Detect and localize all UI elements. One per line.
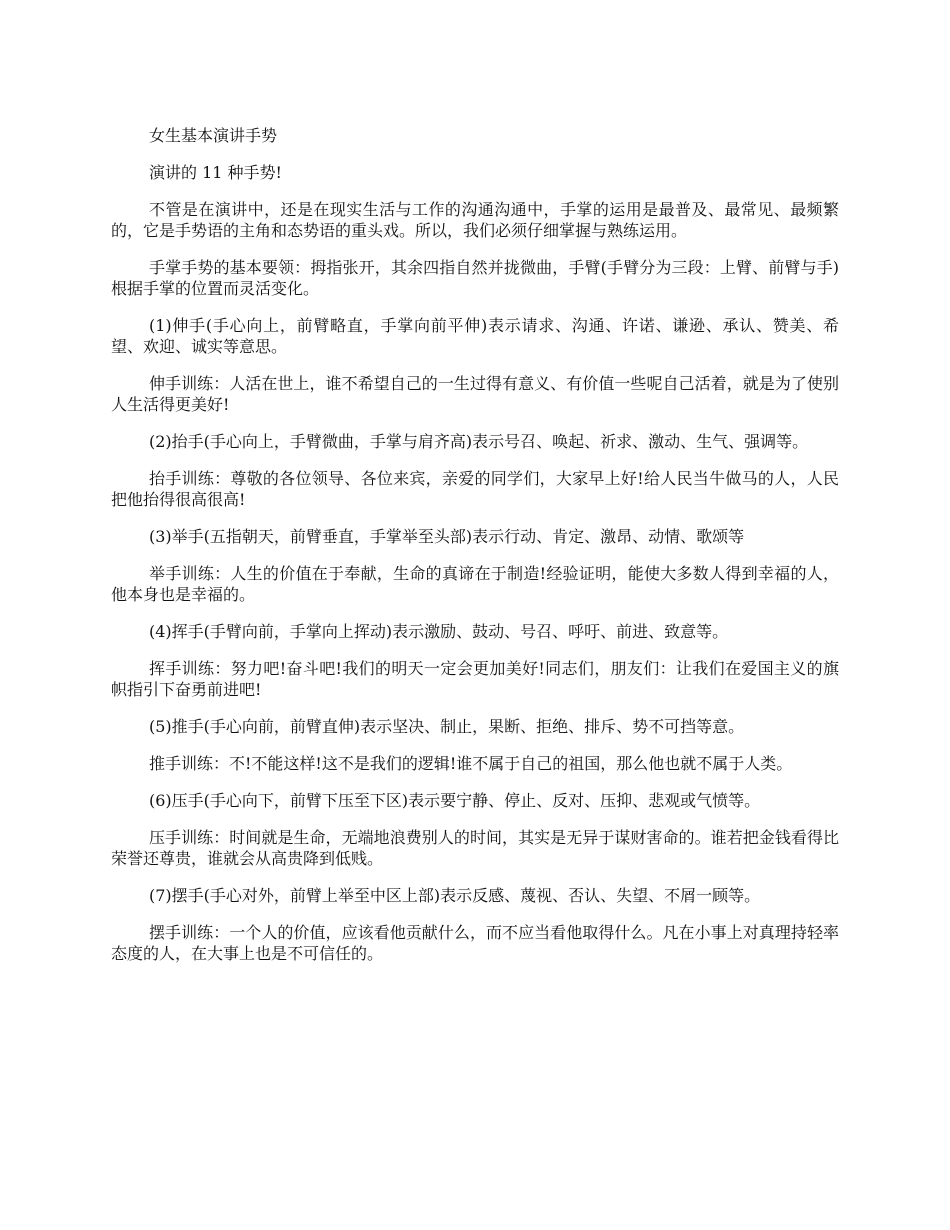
document-body [111, 125, 839, 980]
paragraph: 演讲的 11 种手势! [149, 163, 282, 182]
document-title: 女生基本演讲手势 [149, 126, 278, 145]
paragraph: 挥手训练：努力吧!奋斗吧!我们的明天一定会更加美好!同志们，朋友们：让我们在爱国主义的旗帜指引下奋勇前进吧! [111, 659, 839, 699]
paragraph: 摆手训练：一个人的价值，应该看他贡献什么，而不应当看他取得什么。凡在小事上对真理持轻率态度的人，在大事上也是不可信任的。 [111, 923, 839, 963]
paragraph: 不管是在演讲中，还是在现实生活与工作的沟通沟通中，手掌的运用是最普及、最常见、最频繁的，它是手势语的主角和态势语的重头戏。所以，我们必须仔细掌握与熟练运用。 [111, 200, 839, 240]
paragraph: (3)举手(五指朝天，前臂垂直，手掌举至头部)表示行动、肯定、激昂、动情、歌颂等 [149, 527, 745, 546]
paragraph: (4)挥手(手臂向前，手掌向上挥动)表示激励、鼓动、号召、呼吁、前进、致意等。 [149, 622, 729, 641]
paragraph: 伸手训练：人活在世上，谁不希望自己的一生过得有意义、有价值一些呢自己活着，就是为了使别人生活得更美好! [111, 374, 839, 414]
paragraph: 抬手训练：尊敬的各位领导、各位来宾，亲爱的同学们，大家早上好!给人民当牛做马的人，人民把他抬得很高很高! [111, 469, 839, 509]
paragraph: 压手训练：时间就是生命，无端地浪费别人的时间，其实是无异于谋财害命的。谁若把金钱看得比荣誉还尊贵，谁就会从高贵降到低贱。 [111, 828, 839, 868]
paragraph: 推手训练：不!不能这样!这不是我们的逻辑!谁不属于自己的祖国，那么他也就不属于人类。 [149, 754, 793, 773]
paragraph: (5)推手(手心向前，前臂直伸)表示坚决、制止，果断、拒绝、排斥、势不可挡等意。 [149, 717, 745, 736]
paragraph: (7)摆手(手心对外，前臂上举至中区上部)表示反感、蔑视、否认、失望、不屑一顾等。 [149, 886, 761, 905]
paragraph: (6)压手(手心向下，前臂下压至下区)表示要宁静、停止、反对、压抑、悲观或气愤等。 [149, 791, 761, 810]
paragraph: (1)伸手(手心向上，前臂略直，手掌向前平伸)表示请求、沟通、许诺、谦逊、承认、赞美、希望、欢迎、诚实等意思。 [111, 316, 839, 356]
paragraph: 举手训练：人生的价值在于奉献，生命的真谛在于制造!经验证明，能使大多数人得到幸福的人，他本身也是幸福的。 [111, 564, 839, 604]
paragraph: 手掌手势的基本要领：拇指张开，其余四指自然并拢微曲，手臂(手臂分为三段：上臂、前臂与手)根据手掌的位置而灵活变化。 [111, 258, 839, 298]
paragraph: (2)抬手(手心向上，手臂微曲，手掌与肩齐高)表示号召、唤起、祈求、激动、生气、强调等。 [149, 432, 809, 451]
